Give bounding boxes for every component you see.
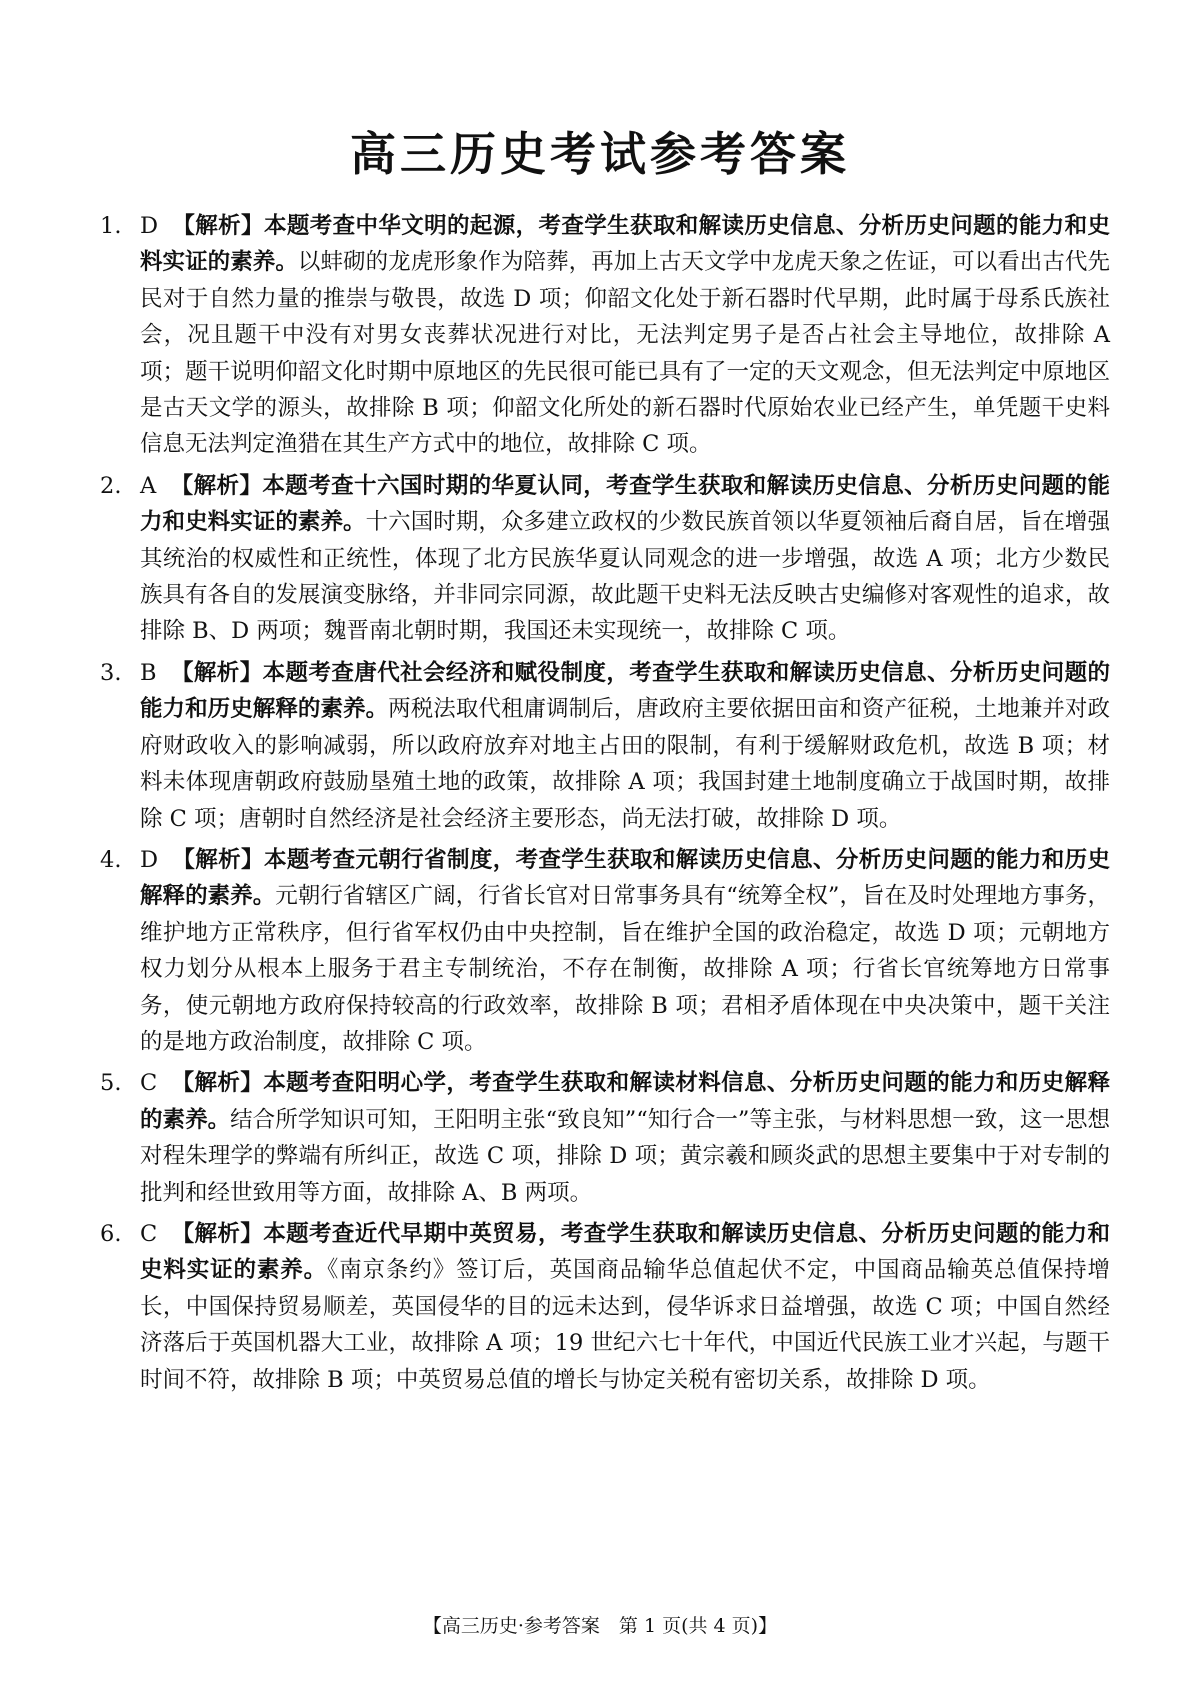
analysis-tag: 【解析】 bbox=[172, 846, 264, 873]
answer-item-4 bbox=[100, 842, 1110, 1060]
question-number: 5. bbox=[100, 1070, 122, 1097]
answer-key: C bbox=[140, 1220, 158, 1247]
analysis-lead: 本题考查阳明心学，考查学生获取和解读材料信息、分析历史问题的能力和历史解释的素养。 bbox=[140, 1070, 1110, 1133]
answer-list bbox=[100, 208, 1110, 1403]
analysis-tag: 【解析】 bbox=[172, 213, 264, 239]
question-number: 6. bbox=[100, 1220, 122, 1247]
answer-item-1 bbox=[100, 208, 1110, 463]
page-footer: 【高三历史·参考答案 第 1 页(共 4 页)】 bbox=[422, 1615, 778, 1637]
analysis-body: 以蚌砌的龙虎形象作为陪葬，再加上古天文学中龙虎天象之佐证，可以看出古代先民对于自然力量的推崇与敬畏，故选 D 项；仰韶文化处于新石器时代早期，此时属于母系氏族社会，况且题干中没有对男女丧葬状况进行对比，无法判定男子是否占社会主导地位，故排除 A 项；题干说明仰韶文化时期中原地区的先民很可能已具有了一定的天文观念，但无法判定中原地区是古天文学的源头，故排除 B 项；仰韶文化所处的新石器时代原始农业已经产生，单凭题干史料信息无法判定渔猎在其生产方式中的地位，故排除 C 项。 bbox=[140, 249, 1110, 458]
answer-key: B bbox=[140, 659, 157, 686]
analysis-body: 两税法取代租庸调制后，唐政府主要依据田亩和资产征税，土地兼并对政府财政收入的影响减弱，所以政府放弃对地主占田的限制，有利于缓解财政危机，故选 B 项；材料未体现唐朝政府鼓励垦殖土地的政策，故排除 A 项；我国封建土地制度确立于战国时期，故排除 C 项；唐朝时自然经济是社会经济主要形态，尚无法打破，故排除 D 项。 bbox=[140, 696, 1110, 832]
question-number: 3. bbox=[100, 659, 122, 686]
analysis-lead: 本题考查近代早期中英贸易，考查学生获取和解读历史信息、分析历史问题的能力和史料实证的素养。 bbox=[140, 1220, 1110, 1284]
analysis-lead: 本题考查唐代社会经济和赋役制度，考查学生获取和解读历史信息、分析历史问题的能力和历史解释的素养。 bbox=[140, 659, 1110, 723]
analysis-body: 结合所学知识可知，王阳明主张“致良知”“知行合一”等主张，与材料思想一致，这一思想对程朱理学的弊端有所纠正，故选 C 项，排除 D 项；黄宗羲和顾炎武的思想主要集中于对专制的批判和经世致用等方面，故排除 A、B 两项。 bbox=[140, 1106, 1110, 1206]
question-number: 2. bbox=[100, 472, 122, 499]
answer-item-6 bbox=[100, 1216, 1110, 1398]
answer-key: D bbox=[140, 846, 159, 873]
analysis-lead: 本题考查元朝行省制度，考查学生获取和解读历史信息、分析历史问题的能力和历史解释的素养。 bbox=[140, 846, 1110, 910]
question-number: 4. bbox=[100, 846, 122, 873]
analysis-body: 元朝行省辖区广阔，行省长官对日常事务具有“统筹全权”，旨在及时处理地方事务，维护地方正常秩序，但行省军权仍由中央控制，旨在维护全国的政治稳定，故选 D 项；元朝地方权力划分从根本上服务于君主专制统治，不存在制衡，故排除 A 项；行省长官统筹地方日常事务，使元朝地方政府保持较高的行政效率，故排除 B 项；君相矛盾体现在中央决策中，题干关注的是地方政治制度，故排除 C 项。 bbox=[140, 883, 1110, 1055]
analysis-body: 十六国时期，众多建立政权的少数民族首领以华夏领袖后裔自居，旨在增强其统治的权威性和正统性，体现了北方民族华夏认同观念的进一步增强，故选 A 项；北方少数民族具有各自的发展演变脉络，并非同宗同源，故此题干史料无法反映古史编修对客观性的追求，故排除 B、D 两项；魏晋南北朝时期，我国还未实现统一，故排除 C 项。 bbox=[140, 509, 1110, 645]
analysis-body: 《南京条约》签订后，英国商品输华总值起伏不定，中国商品输英总值保持增长，中国保持贸易顺差，英国侵华的目的远未达到，侵华诉求日益增强，故选 C 项；中国自然经济落后于英国机器大工业，故排除 A 项；19 世纪六七十年代，中国近代民族工业才兴起，与题干时间不符，故排除 B 项；中英贸易总值的增长与协定关税有密切关系，故排除 D 项。 bbox=[140, 1257, 1110, 1393]
answer-key: A bbox=[140, 472, 157, 499]
analysis-tag: 【解析】 bbox=[171, 1220, 264, 1247]
answer-key: D bbox=[140, 213, 159, 239]
page-title: 高三历史考试参考答案 bbox=[350, 127, 850, 181]
question-number: 1. bbox=[100, 213, 122, 239]
analysis-tag: 【解析】 bbox=[170, 472, 263, 499]
analysis-tag: 【解析】 bbox=[170, 659, 263, 686]
answer-item-2 bbox=[100, 468, 1110, 650]
analysis-tag: 【解析】 bbox=[171, 1070, 264, 1097]
answer-item-5 bbox=[100, 1065, 1110, 1211]
answer-item-3 bbox=[100, 655, 1110, 837]
answer-key: C bbox=[140, 1070, 158, 1097]
analysis-lead: 本题考查十六国时期的华夏认同，考查学生获取和解读历史信息、分析历史问题的能力和史料实证的素养。 bbox=[140, 472, 1110, 536]
analysis-lead: 本题考查中华文明的起源，考查学生获取和解读历史信息、分析历史问题的能力和史料实证的素养。 bbox=[140, 213, 1110, 276]
